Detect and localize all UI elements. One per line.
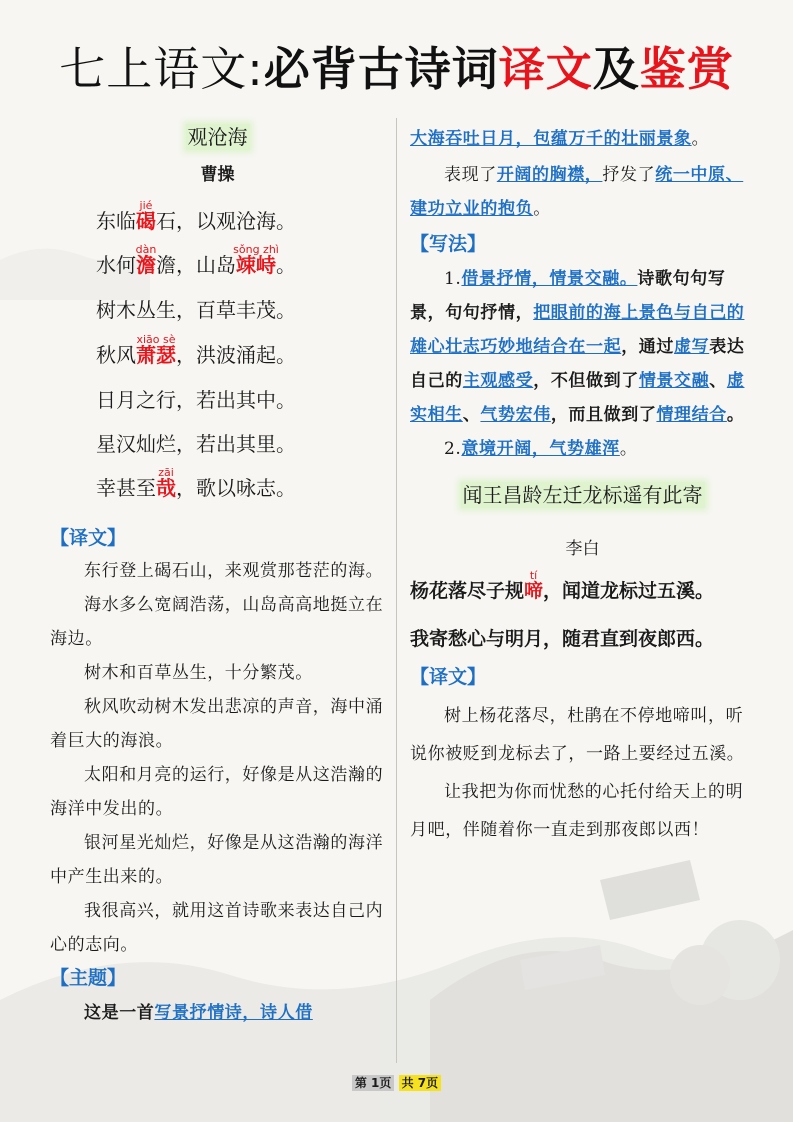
- poem1-theme-heading: 【主题】: [50, 967, 127, 989]
- page-number: 第 1页: [352, 1075, 395, 1091]
- translation-paragraph: 海水多么宽阔浩荡，山岛高高地挺立在海边。: [50, 595, 384, 649]
- poem1-method: 1.借景抒情，情景交融。诗歌句句写景，句句抒情，把眼前的海上景色与自己的雄心壮志巧妙地结合在一起，通过虚写表达自己的主观感受，不但做到了情景交融、虚实相生、气势宏伟，而且做到了情理结合。 2.意境开阔，气势雄浑。: [410, 269, 745, 459]
- poem1-translation: [50, 554, 385, 962]
- title-part-and: 及: [592, 42, 640, 96]
- page-footer: [0, 1074, 793, 1091]
- poem2-translation: [410, 697, 755, 849]
- title-part-translation: 译文: [498, 42, 593, 96]
- poem2-title: 闻王昌龄左迁龙标遥有此寄: [462, 483, 703, 507]
- page-total: 共 7页: [399, 1075, 442, 1091]
- poem1-line-2: 水何 dàn 澹澹，山岛 sǒng zhì 竦峙。: [96, 243, 296, 277]
- translation-paragraph: 树上杨花落尽，杜鹃在不停地啼叫，听说你被贬到龙标去了，一路上要经过五溪。: [410, 706, 745, 764]
- translation-paragraph: 秋风吹动树木发出悲凉的声音，海中涌着巨大的海浪。: [50, 697, 384, 751]
- translation-paragraph: 我很高兴，就用这首诗歌来表达自己内心的志向。: [50, 901, 384, 955]
- poem1-body: [50, 191, 385, 502]
- poem2-translation-heading: 【译文】: [410, 666, 487, 688]
- poem2-line-1: 杨花落尽子规 tí 啼，闻道龙标过五溪。: [410, 569, 715, 602]
- poem1-line-5: 日月之行，若出其中。: [96, 388, 296, 412]
- poem1-line-3: 树木丛生，百草丰茂。: [96, 298, 296, 322]
- title-part-grade: 七上语文:: [59, 42, 264, 96]
- translation-paragraph: 太阳和月亮的运行，好像是从这浩瀚的海洋中发出的。: [50, 765, 384, 819]
- poem1-title: 观沧海: [187, 125, 248, 149]
- translation-paragraph: 树木和百草丛生，十分繁茂。: [84, 663, 313, 683]
- poem1-method-heading: 【写法】: [410, 233, 487, 255]
- left-column: [50, 122, 385, 1030]
- title-part-subject: 必背古诗词: [263, 42, 499, 96]
- poem1-theme-continued: 大海吞吐日月，包蕴万千的壮丽景象。 表现了开阔的胸襟，抒发了统一中原、建功立业的抱负。: [410, 129, 744, 219]
- column-divider: [396, 118, 397, 1063]
- title-part-appreciation: 鉴赏: [639, 42, 734, 96]
- poem1-line-1: 东临 jié 碣石，以观沧海。: [96, 199, 296, 233]
- poem1-line-7: 幸甚至 zāi 哉，歌以咏志。: [96, 466, 296, 500]
- theme-link-part1: 写景抒情诗，诗人借: [154, 1003, 313, 1023]
- translation-paragraph: 让我把为你而忧愁的心托付给天上的明月吧，伴随着你一直走到那夜郎以西！: [410, 782, 744, 840]
- theme-link-broad-mind: 开阔的胸襟，: [496, 165, 603, 185]
- poem1-theme-start: 这是一首写景抒情诗，诗人借: [84, 1003, 313, 1023]
- translation-paragraph: 东行登上碣石山，来观赏那苍茫的海。: [84, 561, 384, 581]
- theme-link-part2: 大海吞吐日月，包蕴万千的壮丽景象: [410, 129, 692, 149]
- page-title: [0, 34, 793, 104]
- poem2-author: 李白: [565, 539, 600, 559]
- theme-link-ambition: 统一中原、建功立业的抱负: [410, 165, 744, 219]
- poem1-translation-heading: 【译文】: [50, 527, 127, 549]
- poem1-author: 曹操: [200, 165, 235, 185]
- translation-paragraph: 银河星光灿烂，好像是从这浩瀚的海洋中产生出来的。: [50, 833, 384, 887]
- poem1-line-6: 星汉灿烂，若出其里。: [96, 432, 296, 456]
- poem2-line-2: 我寄愁心与明月，随君直到夜郎西。: [410, 628, 715, 650]
- right-column: [410, 122, 755, 849]
- poem1-line-4: 秋风 xiāo sè 萧瑟，洪波涌起。: [96, 333, 296, 367]
